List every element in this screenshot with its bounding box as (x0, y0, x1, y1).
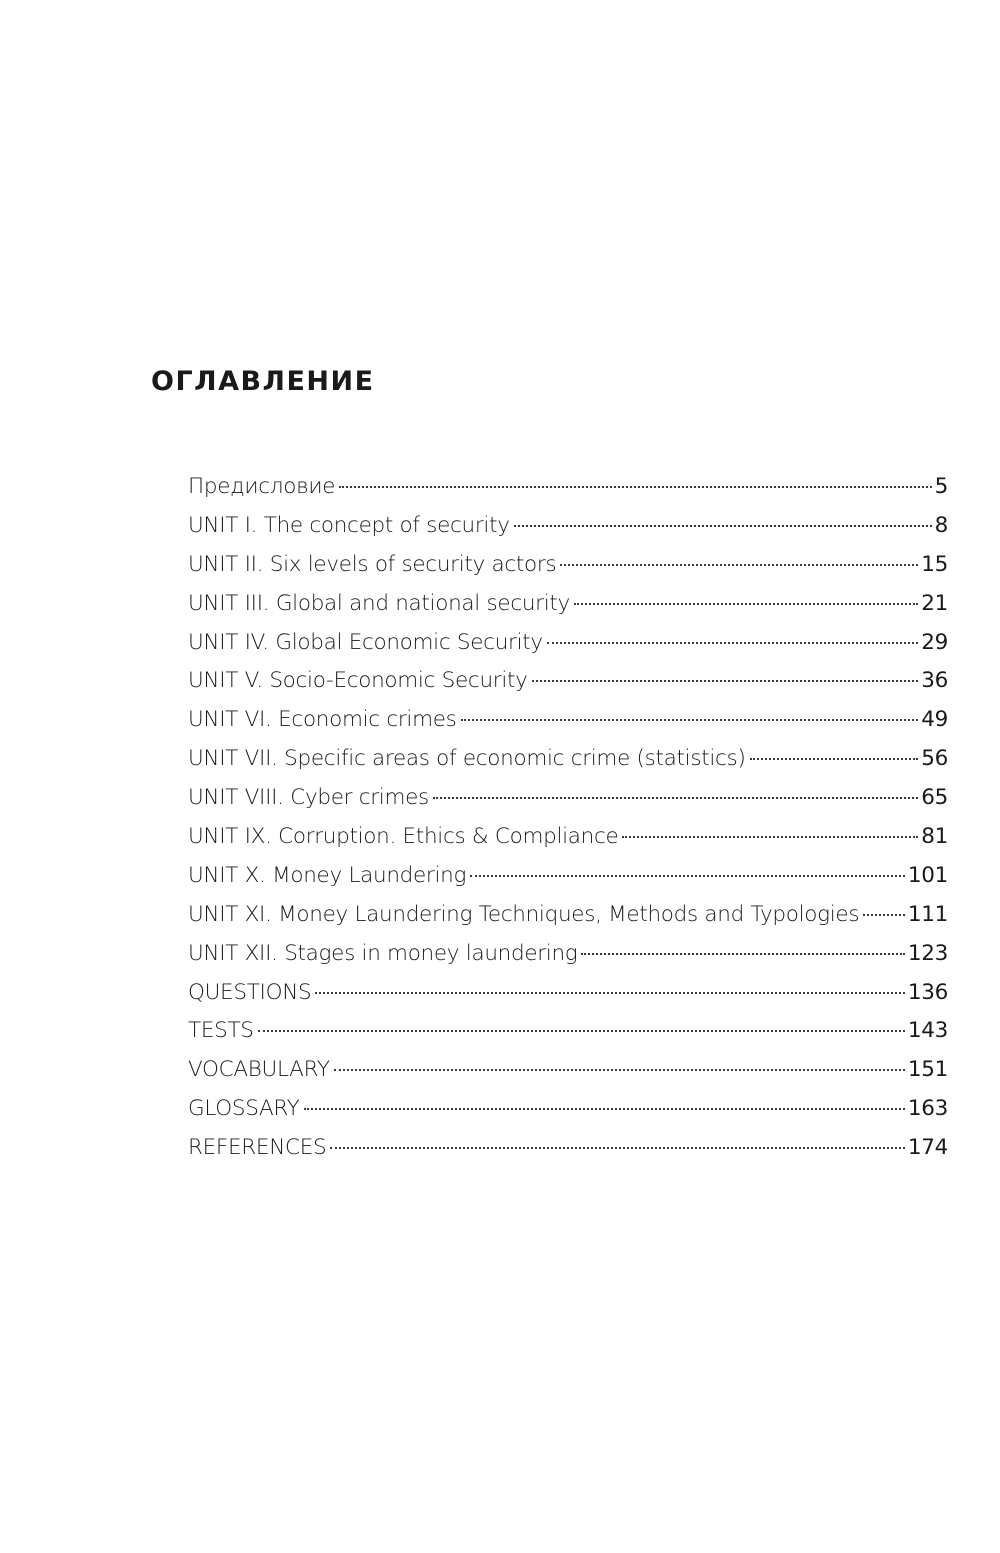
toc-entry[interactable] (188, 857, 948, 896)
toc-dot-leader (315, 992, 905, 994)
toc-entry-page-number: 21 (921, 590, 948, 616)
toc-dot-leader (560, 564, 918, 566)
toc-entry-label: UNIT XII. Stages in money laundering (188, 940, 578, 966)
toc-entry-label: UNIT X. Money Laundering (188, 862, 467, 888)
toc-entry[interactable] (188, 1051, 948, 1090)
toc-dot-leader (622, 836, 918, 838)
toc-entry-label: REFERENCES (188, 1135, 327, 1161)
toc-entry[interactable] (188, 624, 948, 663)
toc-entry-label: UNIT VII. Specific areas of economic crime (statistics) (188, 746, 746, 772)
toc-entry-label: UNIT VI. Economic crimes (188, 707, 457, 733)
toc-dot-leader (334, 1069, 905, 1071)
toc-entry-page-number: 5 (934, 474, 948, 499)
table-of-contents (188, 468, 948, 1168)
toc-entry-page-number: 101 (907, 862, 948, 888)
toc-dot-leader (470, 875, 905, 877)
toc-dot-leader (863, 914, 905, 916)
toc-entry-label: UNIT II. Six levels of security actors (188, 551, 557, 577)
toc-dot-leader (258, 1030, 905, 1032)
toc-entry[interactable] (188, 896, 948, 935)
toc-entry[interactable] (188, 662, 948, 701)
toc-dot-leader (750, 758, 919, 760)
toc-entry-page-number: 111 (907, 901, 948, 927)
toc-entry-page-number: 143 (907, 1018, 948, 1044)
toc-entry-label: UNIT VIII. Cyber crimes (188, 785, 429, 811)
toc-entry-page-number: 163 (907, 1096, 948, 1122)
toc-entry-label: VOCABULARY (188, 1057, 330, 1083)
toc-entry-label: UNIT I. The concept of security (188, 512, 510, 538)
toc-entry[interactable] (188, 507, 948, 546)
toc-entry[interactable] (188, 546, 948, 585)
toc-entry-label: Предисловие (188, 474, 336, 499)
toc-entry-page-number: 174 (907, 1135, 948, 1161)
toc-entry[interactable] (188, 468, 948, 507)
toc-entry-label: UNIT III. Global and national security (188, 590, 570, 616)
toc-entry[interactable] (188, 740, 948, 779)
toc-entry[interactable] (188, 818, 948, 857)
toc-entry-label: QUESTIONS (188, 979, 312, 1005)
toc-entry[interactable] (188, 1090, 948, 1129)
toc-entry-page-number: 56 (921, 746, 948, 772)
toc-entry-page-number: 15 (921, 551, 948, 577)
toc-entry[interactable] (188, 974, 948, 1013)
toc-dot-leader (532, 680, 919, 682)
toc-dot-leader (461, 719, 919, 721)
toc-dot-leader (514, 525, 932, 527)
toc-entry-label: UNIT V. Socio-Economic Security (188, 668, 528, 694)
toc-dot-leader (330, 1147, 905, 1149)
toc-entry[interactable] (188, 1012, 948, 1051)
toc-dot-leader (304, 1108, 905, 1110)
toc-entry[interactable] (188, 701, 948, 740)
toc-dot-leader (547, 642, 918, 644)
toc-entry-page-number: 8 (934, 512, 948, 538)
toc-entry-label: UNIT XI. Money Laundering Techniques, Methods and Typologies (188, 901, 860, 927)
toc-entry-page-number: 136 (907, 979, 948, 1005)
toc-entry-page-number: 29 (921, 629, 948, 655)
toc-entry-label: UNIT IV. Global Economic Security (188, 629, 543, 655)
toc-entry[interactable] (188, 585, 948, 624)
toc-entry-page-number: 49 (921, 707, 948, 733)
toc-dot-leader (581, 953, 904, 955)
toc-entry[interactable] (188, 1129, 948, 1168)
toc-entry[interactable] (188, 779, 948, 818)
page-title: ОГЛАВЛЕНИЕ (151, 366, 375, 397)
toc-entry-page-number: 81 (921, 824, 948, 850)
toc-entry-label: TESTS (188, 1018, 254, 1044)
toc-entry[interactable] (188, 935, 948, 974)
toc-entry-page-number: 123 (907, 940, 948, 966)
toc-entry-label: UNIT IX. Corruption. Ethics & Compliance (188, 824, 619, 850)
toc-entry-page-number: 65 (921, 785, 948, 811)
toc-entry-label: GLOSSARY (188, 1096, 300, 1122)
toc-dot-leader (433, 797, 918, 799)
toc-dot-leader (339, 486, 931, 488)
toc-entry-page-number: 36 (921, 668, 948, 694)
toc-dot-leader (574, 603, 918, 605)
toc-entry-page-number: 151 (907, 1057, 948, 1083)
